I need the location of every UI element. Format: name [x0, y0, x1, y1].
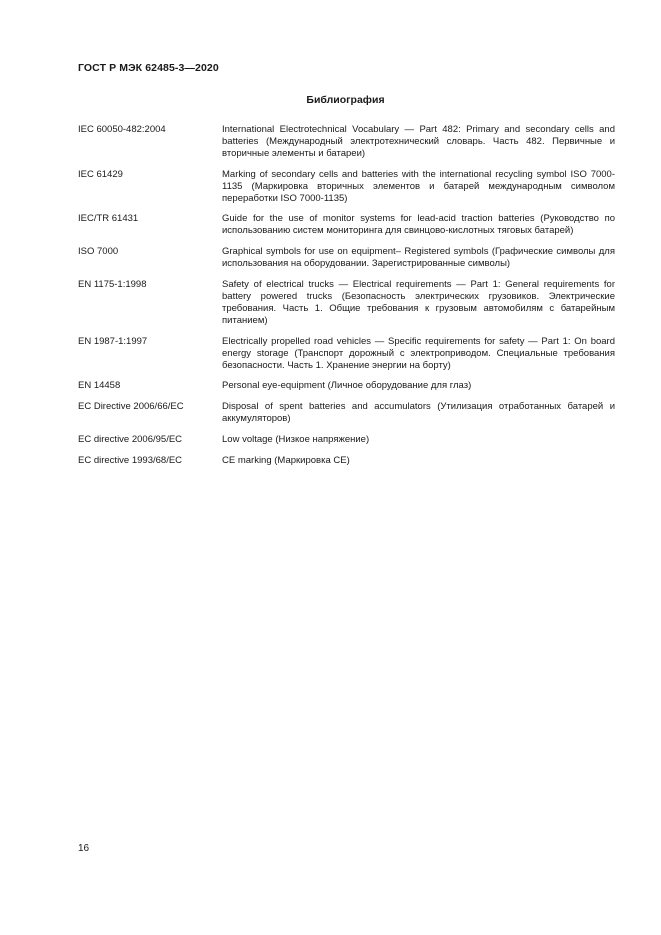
page-number: 16	[78, 843, 90, 854]
bibliography-list	[78, 124, 615, 476]
bibliography-entry	[78, 279, 615, 327]
bibliography-ref: IEC 60050-482:2004	[78, 124, 166, 135]
bibliography-entry	[78, 169, 615, 205]
bibliography-ref: EC directive 1993/68/EC	[78, 455, 183, 467]
bibliography-desc: Graphical symbols for use on equipment– Registered symbols (Графические символы для использования на оборудовании. Зарегистрированные символы)	[222, 246, 615, 270]
bibliography-ref: EN 1987-1:1997	[78, 335, 148, 347]
bibliography-desc: Safety of electrical trucks — Electrical requirements — Part 1: General requirements for battery powered trucks (Безопасность электрических грузовиков. Электрические требования. Часть 1. Общие требования к грузовым автомобилям с батарейным питанием)	[222, 279, 615, 326]
bibliography-ref: EC Directive 2006/66/EC	[78, 401, 184, 413]
bibliography-desc: Marking of secondary cells and batteries with the international recycling symbol ISO 7000-1135 (Маркировка вторичных элементов и батарей международным символом переработки ISO 7000-1135)	[222, 168, 615, 204]
bibliography-desc: Low voltage (Низкое напряжение)	[222, 434, 370, 446]
bibliography-entry	[78, 401, 615, 425]
bibliography-ref: IEC 61429	[78, 168, 123, 180]
bibliography-desc: International Electrotechnical Vocabulary — Part 482: Primary and secondary cells and batteries (Международный электротехнический словарь. Часть 482. Первичные и вторичные элементы и батареи)	[222, 124, 615, 159]
document-header: ГОСТ Р МЭК 62485-3—2020	[78, 62, 219, 74]
bibliography-desc: Personal eye-equipment (Личное оборудование для глаз)	[222, 380, 472, 392]
bibliography-entry	[78, 124, 615, 160]
bibliography-desc: Electrically propelled road vehicles — Specific requirements for safety — Part 1: On board energy storage (Транспорт дорожный с электроприводом. Специальные требования безопасности. Часть 1. Хранение энергии на борту)	[222, 335, 615, 371]
bibliography-ref: EC directive 2006/95/EC	[78, 434, 183, 446]
bibliography-ref: IEC/TR 61431	[78, 213, 139, 225]
bibliography-desc: Disposal of spent batteries and accumulators (Утилизация отработанных батарей и аккумуляторов)	[222, 401, 615, 425]
bibliography-entry	[78, 246, 615, 270]
bibliography-entry	[78, 336, 615, 372]
bibliography-desc: CE marking (Маркировка CE)	[222, 455, 350, 467]
bibliography-entry	[78, 434, 615, 446]
bibliography-ref: ISO 7000	[78, 246, 119, 258]
page-title: Библиография	[306, 94, 385, 106]
bibliography-entry	[78, 380, 615, 392]
bibliography-desc: Guide for the use of monitor systems for lead-acid traction batteries (Руководство по использованию систем мониторинга для свинцово-кислотных тяговых батарей)	[222, 213, 615, 237]
bibliography-entry	[78, 455, 615, 467]
bibliography-ref: EN 1175-1:1998	[78, 279, 147, 291]
bibliography-entry	[78, 213, 615, 237]
bibliography-ref: EN 14458	[78, 380, 121, 392]
